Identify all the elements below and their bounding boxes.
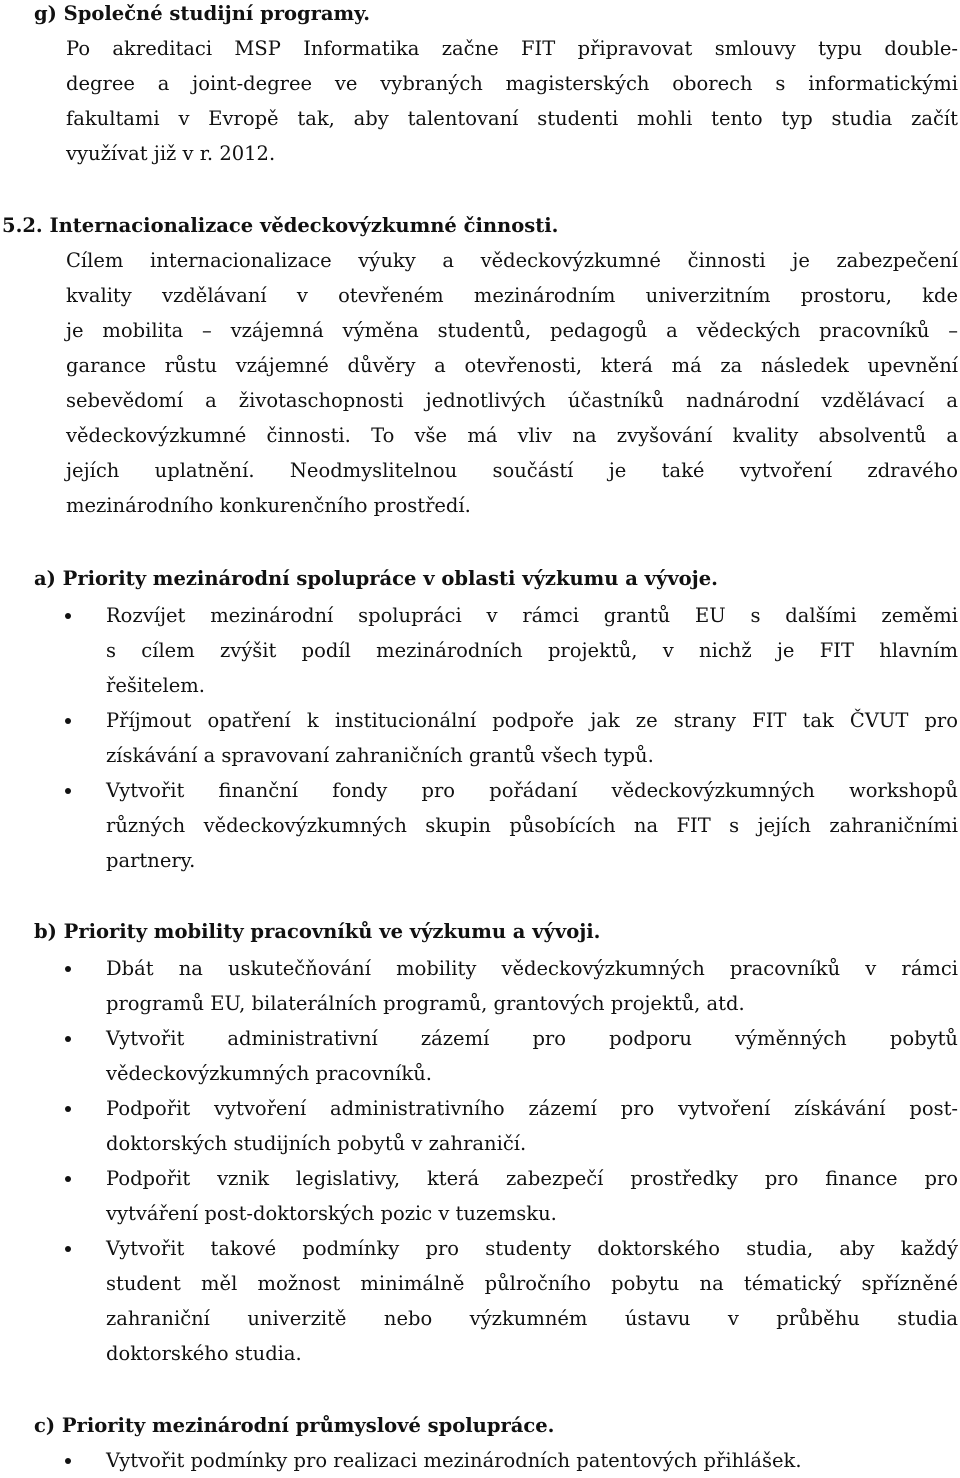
list-item-line: partnery. <box>106 849 196 872</box>
section-c-list <box>34 1443 958 1478</box>
bullet-icon <box>65 966 71 972</box>
list-item-line: Vytvořit finanční fondy pro pořádaní vědeckovýzkumných workshopů <box>106 779 958 802</box>
list-item-line: Vytvořit administrativní zázemí pro podporu výměnných pobytů <box>106 1027 958 1050</box>
list-item-line: zahraniční univerzitě nebo výzkumném ústavu v průběhu studia <box>106 1307 958 1330</box>
list-item <box>34 1231 958 1371</box>
list-item <box>34 1443 958 1478</box>
section-g-paragraph <box>66 31 958 171</box>
list-item-line: Rozvíjet mezinárodní spolupráci v rámci grantů EU s dalšími zeměmi <box>106 604 958 627</box>
section-b-heading: b) Priority mobility pracovníků ve výzkumu a vývoji. <box>34 920 601 943</box>
paragraph-line: kvality vzdělávaní v otevřeném mezinárodním univerzitním prostoru, kde <box>66 284 958 307</box>
bullet-icon <box>65 1036 71 1042</box>
section-b-list <box>34 951 958 1371</box>
list-item-line: student měl možnost minimálně půlročního pobytu na tématický spřízněné <box>106 1272 958 1295</box>
list-item-line: Podpořit vznik legislativy, která zabezpečí prostředky pro finance pro <box>106 1167 958 1190</box>
paragraph-line: vědeckovýzkumné činnosti. To vše má vliv na zvyšování kvality absolventů a <box>66 424 958 447</box>
paragraph-line: degree a joint-degree ve vybraných magisterských oborech s informatickými <box>66 72 958 95</box>
paragraph-line: fakultami v Evropě tak, aby talentovaní studenti mohli tento typ studia začít <box>66 107 958 130</box>
bullet-icon <box>65 718 71 724</box>
bullet-icon <box>65 1458 71 1464</box>
list-item-line: programů EU, bilaterálních programů, grantových projektů, atd. <box>106 992 745 1015</box>
section-c-heading: c) Priority mezinárodní průmyslové spolupráce. <box>34 1414 555 1437</box>
section-a-heading: a) Priority mezinárodní spolupráce v oblasti výzkumu a vývoje. <box>34 567 718 590</box>
section-a-list <box>34 598 958 878</box>
section-5-2-paragraph <box>66 243 958 523</box>
list-item <box>34 598 958 703</box>
list-item <box>34 1021 958 1091</box>
list-item-line: Vytvořit podmínky pro realizaci mezinárodních patentových přihlášek. <box>106 1449 802 1472</box>
bullet-icon <box>65 1106 71 1112</box>
paragraph-line: sebevědomí a životaschopnosti jednotlivých účastníků nadnárodní vzdělávací a <box>66 389 958 412</box>
section-g-heading: g) Společné studijní programy. <box>34 2 371 25</box>
list-item <box>34 773 958 878</box>
list-item-line: Podpořit vytvoření administrativního zázemí pro vytvoření získávání post- <box>106 1097 958 1120</box>
list-item-line: různých vědeckovýzkumných skupin působících na FIT s jejích zahraničními <box>106 814 958 837</box>
paragraph-line: využívat již v r. 2012. <box>66 142 276 165</box>
list-item-line: Dbát na uskutečňování mobility vědeckovýzkumných pracovníků v rámci <box>106 957 958 980</box>
list-item-line: získávání a spravovaní zahraničních grantů všech typů. <box>106 744 654 767</box>
list-item-line: řešitelem. <box>106 674 205 697</box>
list-item <box>34 1161 958 1231</box>
list-item <box>34 951 958 1021</box>
bullet-icon <box>65 613 71 619</box>
paragraph-line: Cílem internacionalizace výuky a vědeckovýzkumné činnosti je zabezpečení <box>66 249 958 272</box>
list-item <box>34 1091 958 1161</box>
list-item-line: doktorských studijních pobytů v zahraničí. <box>106 1132 527 1155</box>
paragraph-line: garance růstu vzájemné důvěry a otevřenosti, která má za následek upevnění <box>66 354 958 377</box>
list-item-line: s cílem zvýšit podíl mezinárodních projektů, v nichž je FIT hlavním <box>106 639 958 662</box>
paragraph-line: Po akreditaci MSP Informatika začne FIT připravovat smlouvy typu double- <box>66 37 958 60</box>
bullet-icon <box>65 788 71 794</box>
list-item-line: Vytvořit takové podmínky pro studenty doktorského studia, aby každý <box>106 1237 958 1260</box>
bullet-icon <box>65 1176 71 1182</box>
paragraph-line: je mobilita – vzájemná výměna studentů, pedagogů a vědeckých pracovníků – <box>66 319 958 342</box>
paragraph-line: jejích uplatnění. Neodmyslitelnou součástí je také vytvoření zdravého <box>66 459 958 482</box>
list-item-line: vědeckovýzkumných pracovníků. <box>106 1062 432 1085</box>
section-5-2-heading: 5.2. Internacionalizace vědeckovýzkumné činnosti. <box>2 214 559 237</box>
list-item-line: Příjmout opatření k institucionální podpoře jak ze strany FIT tak ČVUT pro <box>106 709 958 732</box>
bullet-icon <box>65 1246 71 1252</box>
list-item-line: doktorského studia. <box>106 1342 302 1365</box>
paragraph-line: mezinárodního konkurenčního prostředí. <box>66 494 471 517</box>
list-item <box>34 703 958 773</box>
list-item-line: vytváření post-doktorských pozic v tuzemsku. <box>106 1202 557 1225</box>
